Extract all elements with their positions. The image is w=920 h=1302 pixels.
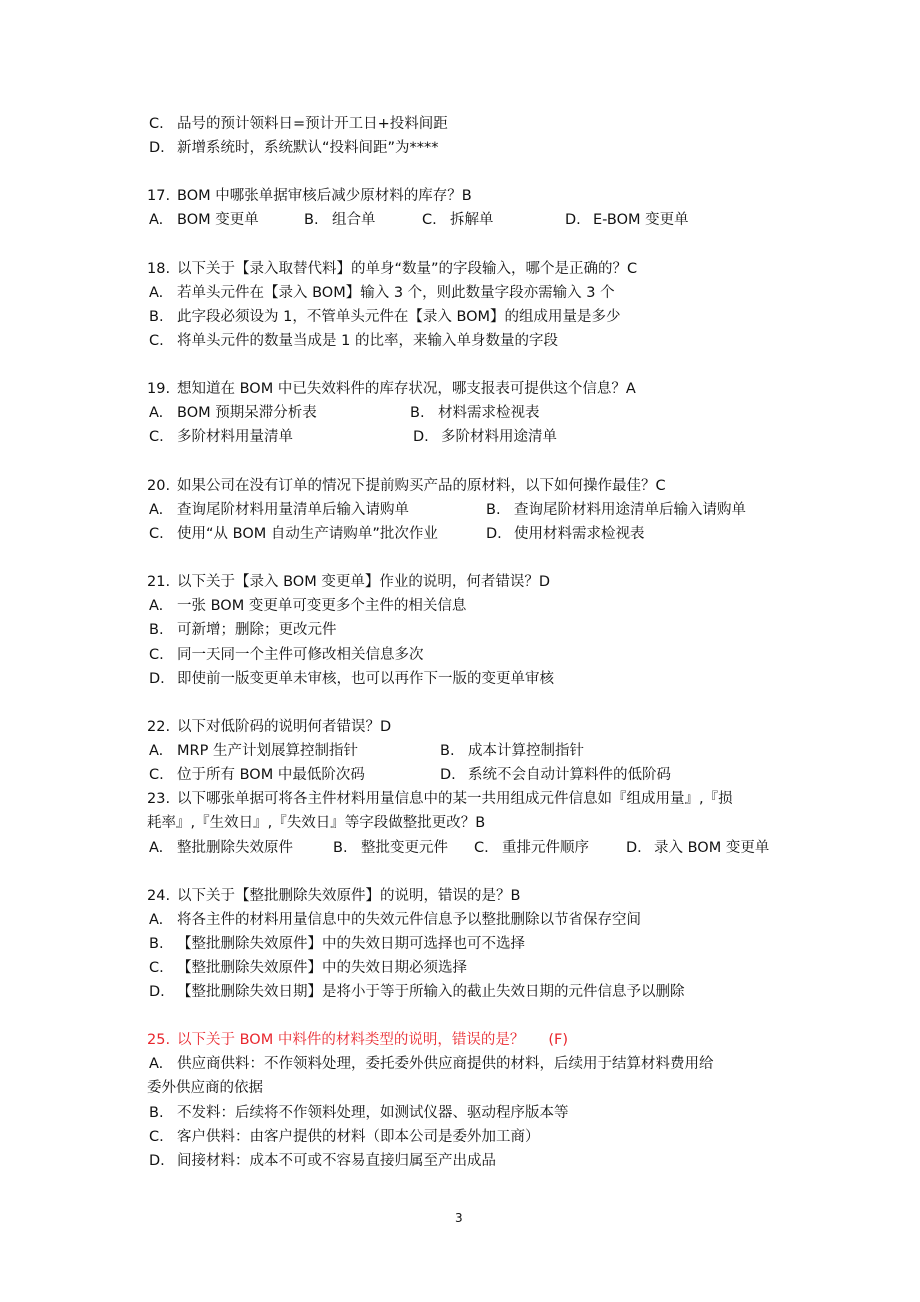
option-a: A. 查询尾阶材料用量清单后输入请购单	[149, 502, 409, 518]
option-b: B. 查询尾阶材料用途清单后输入请购单	[486, 502, 746, 518]
option-c: C. 拆解单	[422, 212, 494, 228]
option-a: A. BOM 变更单	[149, 212, 259, 228]
question-23-continued: 耗率』,『生效日』,『失效日』等字段做整批更改？B	[147, 815, 486, 831]
option-a: A. 供应商供料：不作领料处理，委托委外供应商提供的材料，后续用于结算材料费用给	[149, 1056, 714, 1072]
option-b: B. 材料需求检视表	[410, 405, 540, 421]
question-19: 19. 想知道在 BOM 中已失效料件的库存状况，哪支报表可提供这个信息？A	[147, 381, 636, 397]
option-d: D. 间接材料：成本不可或不容易直接归属至产出成品	[149, 1153, 496, 1169]
question-24: 24. 以下关于【整批删除失效原件】的说明，错误的是？B	[147, 888, 521, 904]
option-b: B. 此字段必须设为 1，不管单头元件在【录入 BOM】的组成用量是多少	[149, 309, 621, 325]
question-18: 18. 以下关于【录入取替代料】的单身“数量”的字段输入，哪个是正确的？C	[147, 261, 638, 277]
option-b: B. 【整批删除失效原件】中的失效日期可选择也可不选择	[149, 936, 525, 952]
option-c: C. 使用“从 BOM 自动生产请购单”批次作业	[149, 526, 438, 542]
option-c: C. 位于所有 BOM 中最低阶次码	[149, 767, 365, 783]
option-a: A. MRP 生产计划展算控制指针	[149, 743, 358, 759]
question-22: 22. 以下对低阶码的说明何者错误？D	[147, 719, 392, 735]
option-c: C. 品号的预计领料日=预计开工日+投料间距	[149, 116, 448, 132]
option-d: D. 即使前一版变更单未审核，也可以再作下一版的变更单审核	[149, 671, 554, 687]
option-b: B. 组合单	[304, 212, 376, 228]
option-b: B. 不发料：后续将不作领料处理，如测试仪器、驱动程序版本等	[149, 1105, 569, 1121]
option-c: C. 多阶材料用量清单	[149, 429, 293, 445]
option-b: B. 整批变更元件	[333, 840, 448, 856]
option-b: B. 可新增；删除；更改元件	[149, 622, 337, 638]
option-c: C. 重排元件顺序	[474, 840, 589, 856]
option-a: A. 若单头元件在【录入 BOM】输入 3 个，则此数量字段亦需输入 3 个	[149, 285, 615, 301]
option-d: D. 多阶材料用途清单	[413, 429, 557, 445]
option-c: C. 客户供料：由客户提供的材料（即本公司是委外加工商）	[149, 1129, 540, 1145]
option-d: D. 系统不会自动计算料件的低阶码	[440, 767, 671, 783]
question-17: 17. BOM 中哪张单据审核后减少原材料的库存？B	[147, 188, 472, 204]
option-a: A. 将各主件的材料用量信息中的失效元件信息予以整批删除以节省保存空间	[149, 912, 641, 928]
option-c: C. 同一天同一个主件可修改相关信息多次	[149, 647, 424, 663]
option-d: D. 【整批删除失效日期】是将小于等于所输入的截止失效日期的元件信息予以删除	[149, 984, 685, 1000]
option-c: C. 将单头元件的数量当成是 1 的比率，来输入单身数量的字段	[149, 333, 558, 349]
option-a-continued: 委外供应商的依据	[147, 1080, 263, 1096]
option-a: A. 一张 BOM 变更单可变更多个主件的相关信息	[149, 598, 467, 614]
page-number: 3	[455, 1211, 463, 1225]
option-c: C. 【整批删除失效原件】中的失效日期必须选择	[149, 960, 467, 976]
option-d: D. 使用材料需求检视表	[486, 526, 645, 542]
option-a: A. 整批删除失效原件	[149, 840, 293, 856]
option-d: D. E-BOM 变更单	[565, 212, 689, 228]
option-b: B. 成本计算控制指针	[440, 743, 584, 759]
question-20: 20. 如果公司在没有订单的情况下提前购买产品的原材料，以下如何操作最佳？C	[147, 478, 666, 494]
question-21: 21. 以下关于【录入 BOM 变更单】作业的说明，何者错误？D	[147, 574, 550, 590]
option-d: D. 新增系统时，系统默认“投料间距”为****	[149, 140, 439, 156]
answer-marker: (F)	[548, 1032, 568, 1048]
option-d: D. 录入 BOM 变更单	[626, 840, 770, 856]
option-a: A. BOM 预期呆滞分析表	[149, 405, 317, 421]
question-23: 23. 以下哪张单据可将各主件材料用量信息中的某一共用组成元件信息如『组成用量』,『损	[147, 791, 733, 807]
question-25: 25. 以下关于 BOM 中料件的材料类型的说明，错误的是？ (F)	[147, 1032, 568, 1048]
